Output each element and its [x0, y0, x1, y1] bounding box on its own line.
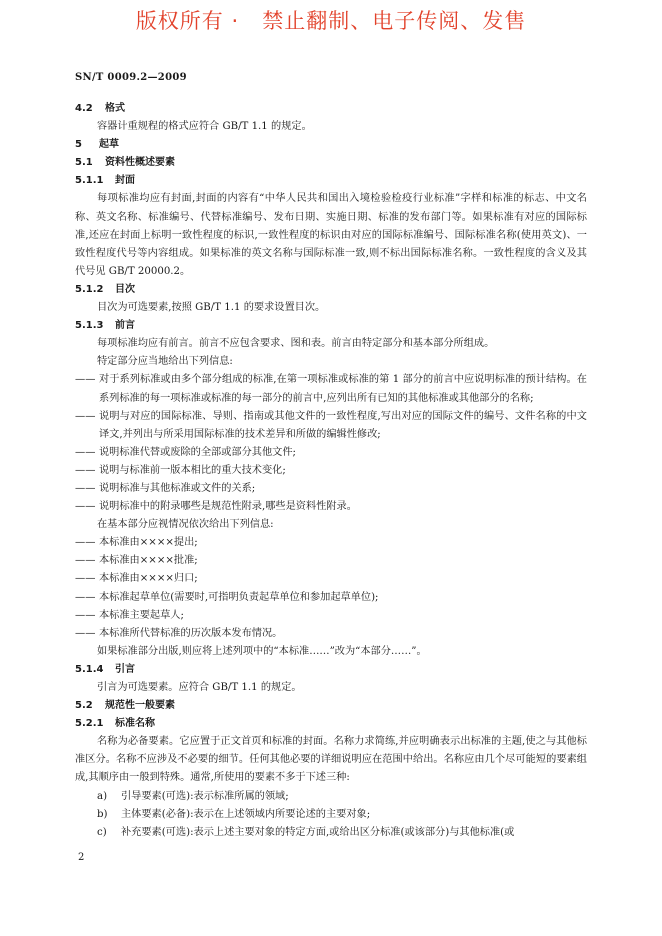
list-item-text: 本标准起草单位(需要时,可指明负责起草单位和参加起草单位);: [99, 591, 379, 603]
list-item: [75, 408, 587, 444]
section-number: 5.1.4: [75, 663, 104, 675]
section-title: 目次: [115, 283, 135, 295]
list-item: [75, 444, 587, 462]
section-number: 4.2: [75, 103, 93, 114]
list-dash: ——: [75, 482, 96, 494]
paragraph: 名称为必备要素。它应置于正文首页和标准的封面。名称力求简练,并应明确表示出标准的主题,使之与其他标准区分。名称不应涉及不必要的细节。任何其他必要的详细说明应在范围中给出。名称应由几个尽可能短的要素组成,其顺序由一般到特殊。通常,所使用的要素不多于下述三种:: [75, 736, 587, 784]
section-number: 5: [75, 139, 82, 151]
list-item: [75, 371, 587, 407]
section-heading: [75, 661, 587, 679]
list-item: [75, 498, 587, 516]
section-heading: [75, 317, 587, 335]
list-dash: ——: [75, 446, 96, 458]
enumerated-label: b): [97, 808, 108, 820]
page-number: 2: [78, 852, 85, 863]
section-number: 5.2.1: [75, 718, 104, 730]
paragraph: 容器计重规程的格式应符合 GB/T 1.1 的规定。: [97, 121, 312, 133]
list-dash: ——: [75, 464, 96, 476]
list-dash: ——: [75, 627, 96, 639]
list-item: [75, 552, 587, 570]
list-item-text: 对于系列标准或由多个部分组成的标准,在第一项标准或标准的第 1 部分的前言中应说明标准的预计结构。在系列标准的每一项标准或标准的每一部分的前言中,应列出所有已知的其他标准或其他部分的名称;: [99, 374, 587, 404]
copyright-watermark: 版权所有 · 禁止翻制、电子传阅、发售: [135, 9, 527, 33]
list-item: [75, 589, 587, 607]
document-number: SN/T 0009.2—2009: [75, 72, 187, 83]
list-item-text: 本标准主要起草人;: [99, 609, 184, 621]
paragraph: 每项标准均应有封面,封面的内容有“中华人民共和国出入境检验检疫行业标准”字样和标准的标志、中文名称、英文名称、标准编号、代替标准编号、发布日期、实施日期、标准的发布部门等。如果标准有对应的国际标准,还应在封面上标明一致性程度的标识,一致性程度的标识由对应的国际标准编号、国际标准名称(使用英文)、一致性程度代号等内容组成。如果标准的英文名称与国际标准一致,则不标出国际标准名称。一致性程度的含义及其代号见 GB/T 20000.2。: [75, 193, 587, 277]
section-heading: [75, 172, 587, 190]
list-dash: ——: [75, 591, 96, 603]
enumerated-label: a): [97, 790, 108, 802]
section-heading: [75, 136, 587, 154]
list-item: [75, 625, 587, 643]
section-heading: [75, 697, 587, 715]
list-dash: ——: [75, 501, 96, 513]
list-dash: ——: [75, 537, 96, 549]
list-dash: ——: [75, 609, 96, 621]
list-dash: ——: [75, 410, 96, 422]
enumerated-text: 补充要素(可选):表示上述主要对象的特定方面,或给出区分标准(或该部分)与其他标准(或: [121, 826, 515, 838]
section-heading: [75, 715, 587, 733]
section-heading: [75, 100, 587, 118]
paragraph: 目次为可选要素,按照 GB/T 1.1 的要求设置目次。: [97, 302, 326, 314]
list-item-text: 本标准由××××批准;: [99, 555, 198, 567]
list-item: [75, 570, 587, 588]
section-title: 资料性概述要素: [105, 157, 175, 169]
list-item: [75, 462, 587, 480]
paragraph: 每项标准均应有前言。前言不应包含要求、图和表。前言由特定部分和基本部分所组成。: [97, 338, 495, 350]
section-number: 5.2: [75, 700, 93, 712]
list-item-text: 本标准由××××归口;: [99, 573, 198, 585]
section-number: 5.1.1: [75, 175, 104, 187]
document-body: [75, 100, 587, 842]
paragraph: 如果标准部分出版,则应将上述列项中的“本标准……”改为“本部分……”。: [97, 645, 427, 657]
section-heading: [75, 281, 587, 299]
enumerated-label: c): [97, 826, 107, 838]
list-item-text: 说明与对应的国际标准、导则、指南或其他文件的一致性程度,写出对应的国际文件的编号、文件名称的中文译文,并列出与所采用国际标准的技术差异和所做的编辑性修改;: [99, 410, 587, 440]
list-item: [75, 480, 587, 498]
list-item-text: 说明标准中的附录哪些是规范性附录,哪些是资料性附录。: [99, 501, 357, 513]
enumerated-item: [75, 824, 587, 842]
section-title: 起草: [99, 139, 119, 151]
list-item-text: 本标准所代替标准的历次版本发布情况。: [99, 627, 283, 639]
list-dash: ——: [75, 573, 96, 585]
section-heading: [75, 154, 587, 172]
section-title: 格式: [105, 103, 125, 114]
list-dash: ——: [75, 555, 96, 567]
list-item-text: 说明标准与其他标准或文件的关系;: [99, 482, 256, 494]
section-number: 5.1.3: [75, 320, 104, 332]
section-number: 5.1.2: [75, 283, 104, 295]
section-title: 封面: [115, 175, 135, 187]
list-item-text: 本标准由××××提出;: [99, 537, 198, 549]
enumerated-text: 引导要素(可选):表示标准所属的领域;: [121, 790, 289, 802]
enumerated-item: [75, 788, 587, 806]
paragraph: 特定部分应当地给出下列信息:: [97, 356, 233, 368]
list-dash: ——: [75, 374, 96, 386]
list-item: [75, 534, 587, 552]
section-title: 引言: [115, 663, 135, 675]
paragraph: 引言为可选要素。应符合 GB/T 1.1 的规定。: [97, 682, 302, 693]
list-item: [75, 607, 587, 625]
section-title: 标准名称: [115, 718, 155, 730]
enumerated-item: [75, 806, 587, 824]
list-item-text: 说明与标准前一版本相比的重大技术变化;: [99, 464, 286, 476]
enumerated-text: 主体要素(必备):表示在上述领域内所要论述的主要对象;: [121, 808, 371, 820]
section-title: 前言: [115, 320, 135, 332]
paragraph: 在基本部分应视情况依次给出下列信息:: [97, 519, 274, 531]
section-number: 5.1: [75, 157, 93, 169]
list-item-text: 说明标准代替或废除的全部或部分其他文件;: [99, 446, 296, 458]
section-title: 规范性一般要素: [105, 700, 175, 712]
